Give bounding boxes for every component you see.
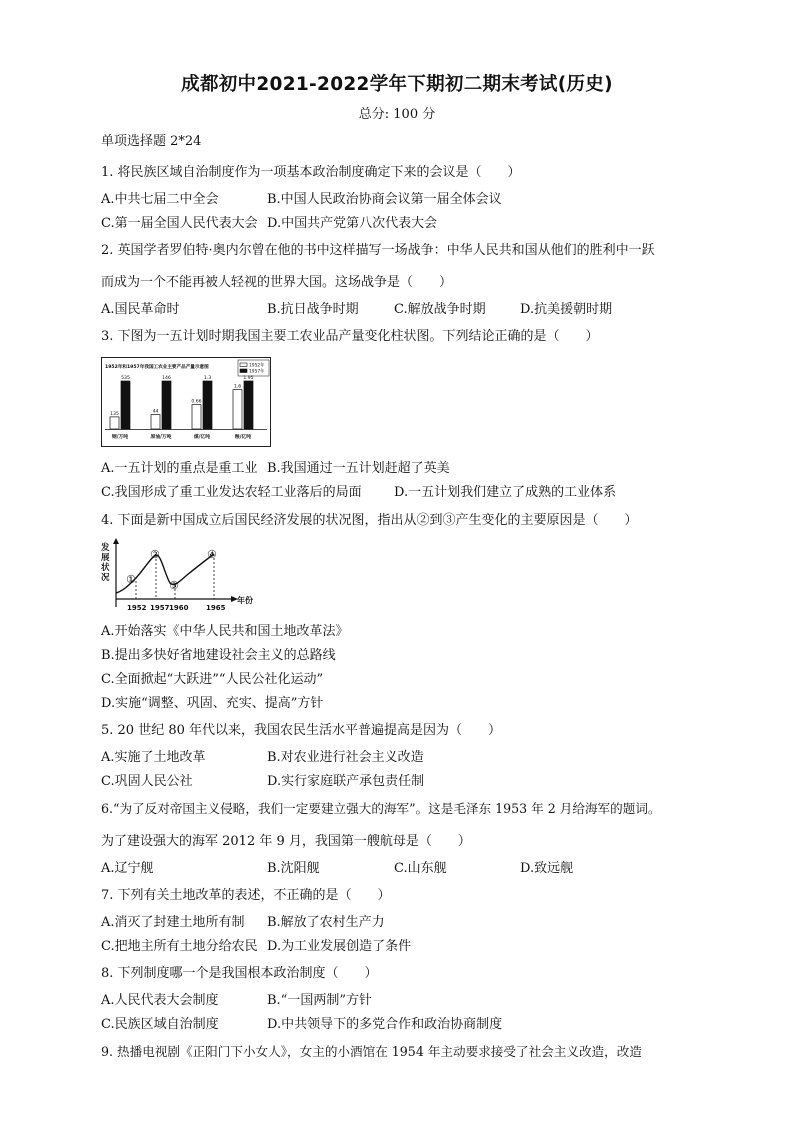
bar-1-series-1: [162, 381, 171, 429]
data-label-1-series-0: 44: [152, 409, 159, 415]
category-label-3: 粮/亿吨: [234, 435, 252, 440]
question-2-option-b: B.抗日战争时期: [267, 302, 359, 317]
question-7-option-a: A.消灭了封建土地所有制: [101, 915, 245, 930]
question-8-option-d: D.中共领导下的多党合作和政治协商制度: [267, 1017, 503, 1032]
question-2-option-c: C.解放战争时期: [394, 302, 486, 317]
question-3-option-b: B.我国通过一五计划赶超了英美: [267, 461, 450, 476]
data-label-2-series-1: 1.3: [203, 376, 212, 381]
point-3-marker: ③: [169, 579, 179, 592]
question-1-option-d: D.中国共产党第八次代表大会: [267, 216, 438, 231]
point-1-marker: ①: [126, 573, 136, 586]
question-3-option-c: C.我国形成了重工业发达农轻工业落后的局面: [101, 485, 362, 500]
bar-2-series-0: [192, 405, 201, 429]
bar-3-series-1: [244, 381, 253, 429]
question-8-option-b: B.“一国两制”方针: [267, 993, 372, 1008]
question-2-stem-line1: 2. 英国学者罗伯特·奥内尔曾在他的书中这样描写一场战争：中华人民共和国从他们的胜利中一跃: [101, 243, 655, 258]
data-label-0-series-0: 135: [110, 411, 119, 417]
bar-1-series-0: [151, 415, 160, 429]
legend-label-1957: 1957年: [249, 369, 265, 375]
y-label-char-3: 状: [101, 563, 110, 573]
question-4-option-b: B.提出多快好省地建设社会主义的总路线: [101, 648, 336, 663]
data-label-1-series-1: 146: [162, 376, 171, 381]
bar-0-series-1: [121, 381, 130, 429]
question-7-option-d: D.为工业发展创造了条件: [267, 939, 412, 954]
question-3-stem: 3. 下图为一五计划时期我国主要工农业品产量变化柱状图。下列结论正确的是（ ）: [101, 329, 599, 344]
question-2-option-a: A.国民革命时: [101, 302, 180, 317]
bar-2-series-1: [203, 381, 212, 429]
question-7-option-b: B.解放了农村生产力: [267, 915, 385, 930]
question-3-option-a: A.一五计划的重点是重工业: [101, 461, 258, 476]
year-1965: 1965: [206, 604, 226, 612]
data-label-2-series-0: 0.66: [191, 399, 202, 405]
question-4-option-a: A.开始落实《中华人民共和国土地改革法》: [101, 624, 349, 639]
question-1-option-a: A.中共七届二中全会: [101, 192, 219, 207]
y-axis-arrow: [113, 538, 119, 544]
legend-swatch-1957: [240, 369, 247, 373]
category-label-0: 钢/万吨: [111, 435, 129, 440]
year-1960: 1960: [169, 604, 189, 612]
question-4-stem: 4. 下面是新中国成立后国民经济发展的状况图，指出从②到③产生变化的主要原因是（ ）: [101, 513, 638, 528]
bar-0-series-0: [110, 417, 119, 429]
year-1952: 1952: [127, 604, 147, 612]
question-8-option-a: A.人民代表大会制度: [101, 993, 219, 1008]
y-label-char-4: 况: [101, 573, 110, 583]
data-label-3-series-1: 1.95: [243, 376, 254, 381]
total-score: 总分: 100 分: [358, 107, 436, 122]
question-1-stem: 1. 将民族区域自治制度作为一项基本政治制度确定下来的会议是（ ）: [101, 165, 521, 180]
question-7-stem: 7. 下列有关土地改革的表述，不正确的是（ ）: [101, 888, 391, 903]
question-6-stem-line2: 为了建设强大的海军 2012 年 9 月，我国第一艘航母是（ ）: [101, 834, 471, 849]
question-5-option-d: D.实行家庭联产承包责任制: [267, 774, 425, 789]
question-1-option-b: B.中国人民政治协商会议第一届全体会议: [267, 192, 502, 207]
question-4-option-d: D.实施“调整、巩固、充实、提高”方针: [101, 696, 324, 711]
category-label-2: 煤/亿吨: [193, 435, 211, 440]
question-9-stem: 9. 热播电视剧《正阳门下小女人》，女主的小酒馆在 1954 年主动要求接受了社会主义改造，改造: [101, 1044, 642, 1059]
data-label-0-series-1: 535: [121, 376, 130, 381]
question-5-stem: 5. 20 世纪 80 年代以来，我国农民生活水平普遍提高是因为（ ）: [101, 723, 502, 738]
year-1957: 1957: [150, 604, 170, 612]
question-6-option-a: A.辽宁舰: [101, 861, 154, 876]
point-4-marker: ④: [207, 548, 217, 561]
question-5-option-c: C.巩固人民公社: [101, 774, 193, 789]
legend-swatch-1952: [240, 363, 247, 367]
exam-title: 成都初中2021-2022学年下期初二期末考试(历史): [181, 74, 613, 95]
y-label-char-1: 发: [101, 543, 110, 553]
question-2-stem-line2: 而成为一个不能再被人轻视的世界大国。这场战争是（ ）: [101, 275, 453, 290]
category-label-1: 原油/万吨: [150, 435, 172, 440]
point-2-marker: ②: [150, 548, 160, 561]
y-label-char-2: 展: [101, 553, 110, 563]
question-3-option-d: D.一五计划我们建立了成熟的工业体系: [394, 485, 617, 500]
question-6-stem-line1: 6.“为了反对帝国主义侵略，我们一定要建立强大的海军”。这是毛泽东 1953 年 2 月给海军的题词。: [101, 801, 661, 816]
question-8-option-c: C.民族区域自治制度: [101, 1017, 219, 1032]
question-2-option-d: D.抗美援朝时期: [520, 302, 613, 317]
question-5-option-a: A.实施了土地改革: [101, 750, 206, 765]
bar-3-series-0: [233, 390, 242, 429]
chart-title: 1952年和1957年我国工农业主要产品产量示意图: [105, 365, 209, 370]
question-6-option-c: C.山东舰: [394, 861, 447, 876]
question-4-option-c: C.全面掀起“大跃进”“人民公社化运动”: [101, 672, 324, 687]
question-1-option-c: C.第一届全国人民代表大会: [101, 216, 258, 231]
question-5-option-b: B.对农业进行社会主义改造: [267, 750, 424, 765]
x-axis-label: 年份: [237, 596, 253, 605]
question-6-option-b: B.沈阳舰: [267, 861, 320, 876]
data-label-3-series-0: 1.6: [233, 384, 242, 390]
question-8-stem: 8. 下列制度哪一个是我国根本政治制度（ ）: [101, 966, 378, 981]
production-bar-chart: [101, 357, 271, 447]
chart-legend: [238, 360, 269, 376]
question-6-option-d: D.致远舰: [520, 861, 574, 876]
legend-label-1952: 1952年: [249, 363, 265, 369]
section-heading: 单项选择题 2*24: [101, 134, 202, 149]
economy-development-figure: [99, 537, 259, 615]
question-7-option-c: C.把地主所有土地分给农民: [101, 939, 258, 954]
